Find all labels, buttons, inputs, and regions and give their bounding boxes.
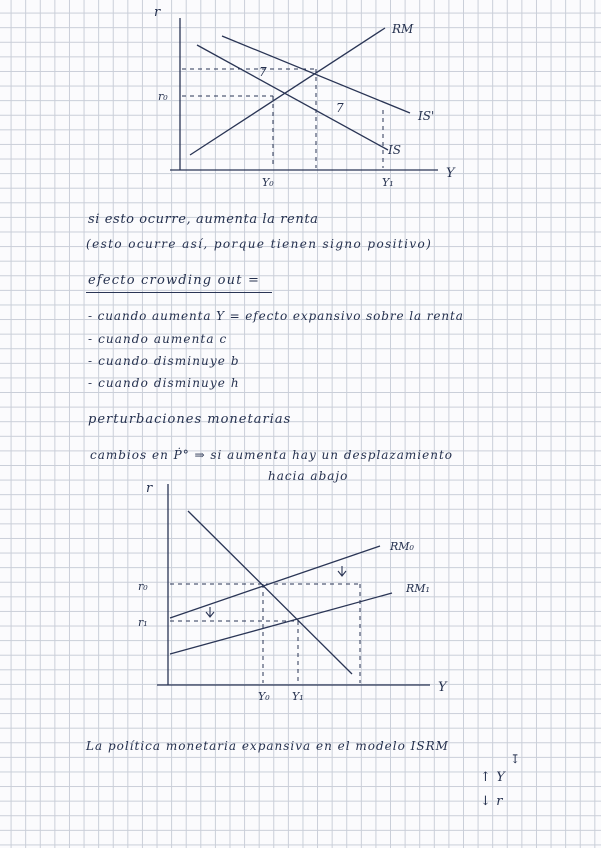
bullet-4: - cuando disminuye h [88,376,240,390]
graph1-rm-label: RM [392,22,414,36]
bullet-1: - cuando aumenta Y = efecto expansivo sobre la renta [88,309,464,323]
graph1-y-label: r [154,5,161,20]
graph1-r0: r₀ [158,90,168,103]
graph1-x-label: Y [446,166,455,181]
graph1-is-label: IS [388,143,401,157]
graph1-y0: Y₀ [262,176,274,189]
crowding-title: efecto crowding out = [88,273,261,288]
graph2-y0: Y₀ [258,690,270,703]
note-line-2: (esto ocurre así, porque tienen signo positivo) [86,237,433,251]
graph2-is-line [188,511,352,674]
graph2-r1: r₁ [138,616,148,629]
graph1-arrow-a: 7 [259,65,267,79]
graph2-rm0-label: RM₀ [390,540,414,553]
perturbaciones-title: perturbaciones monetarias [88,412,292,427]
conclusion-circle: ↧ [510,752,521,766]
graph1-y1: Y₁ [382,176,394,189]
conclusion-text: La política monetaria expansiva en el modelo ISRM [86,739,449,753]
graph2-rm0-line [170,546,380,618]
graph2-r0: r₀ [138,580,148,593]
hacia-abajo: hacia abajo [268,469,349,483]
graph2-rm1-label: RM₁ [406,582,430,595]
cambios-line: cambios en Ṗ° ⇒ si aumenta hay un desplazamiento [90,448,453,462]
graph2-y1: Y₁ [292,690,304,703]
graph2-x-label: Y [438,680,447,695]
conclusion-up: ↑ Y [480,770,506,785]
bullet-3: - cuando disminuye b [88,354,240,368]
graph1-is-prime-label: IS' [418,109,435,123]
graph2-y-label: r [146,481,153,496]
bullet-2: - cuando aumenta c [88,332,228,346]
graph2-rm1-line [170,593,392,654]
graph1-arrow-b: 7 [336,101,344,115]
conclusion-down: ↓ r [480,794,504,809]
note-line-1: si esto ocurre, aumenta la renta [88,212,319,227]
